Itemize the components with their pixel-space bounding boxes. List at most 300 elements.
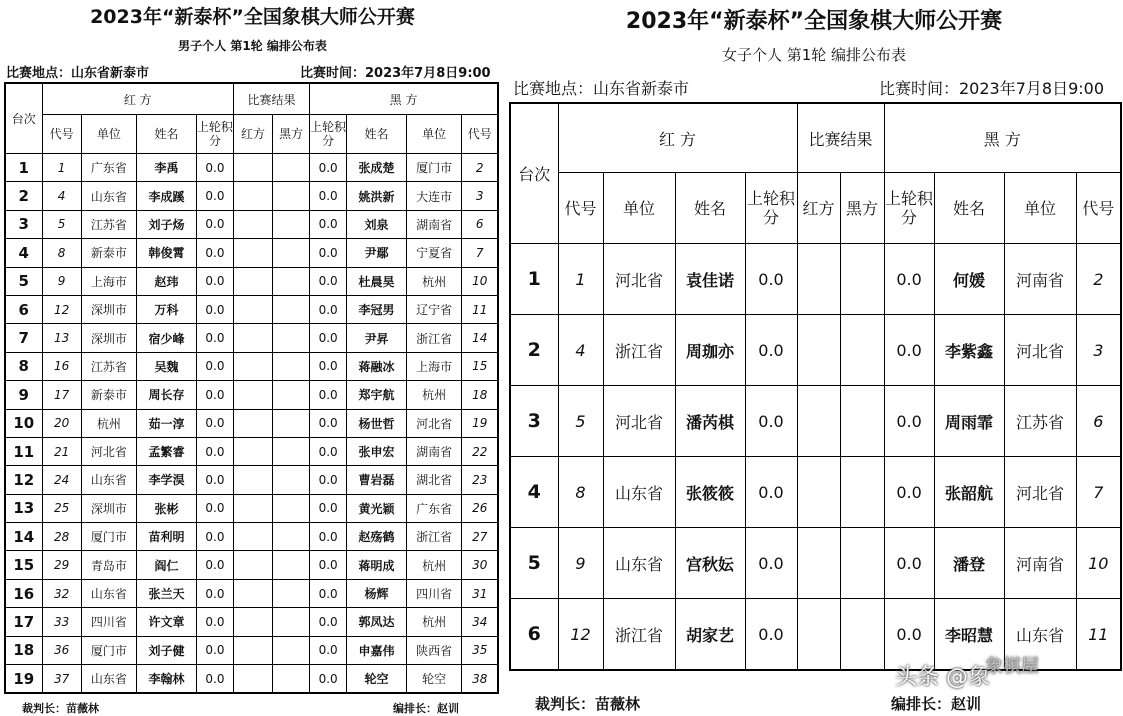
result-black-cell	[273, 182, 310, 210]
red-name-cell: 胡家艺	[675, 599, 745, 671]
header-black-name: 姓名	[347, 115, 407, 154]
black-name-cell: 郑宇航	[347, 381, 407, 409]
red-name-cell: 韩俊霄	[137, 239, 197, 267]
table-row	[5, 352, 498, 380]
red-code-cell: 28	[42, 523, 81, 551]
red-code-cell: 9	[558, 528, 603, 599]
table-row	[510, 315, 1121, 386]
red-unit-cell: 江苏省	[81, 352, 137, 380]
header-red-unit: 单位	[81, 115, 137, 154]
red-prev-score-cell: 0.0	[745, 457, 797, 528]
header-red-name: 姓名	[137, 115, 197, 154]
black-prev-score-cell: 0.0	[310, 324, 347, 352]
table-row	[510, 386, 1121, 457]
men-subtitle: 男子个人 第1轮 编排公布表	[178, 39, 327, 53]
black-prev-score-cell: 0.0	[310, 381, 347, 409]
men-table-body	[5, 154, 498, 694]
black-unit-cell: 河南省	[1004, 528, 1076, 599]
red-unit-cell: 杭州	[81, 409, 137, 437]
red-code-cell: 29	[42, 551, 81, 579]
red-prev-score-cell: 0.0	[196, 210, 233, 238]
result-black-cell	[273, 466, 310, 494]
women-subtitle: 女子个人 第1轮 编排公布表	[721, 46, 907, 64]
red-unit-cell: 新泰市	[81, 381, 137, 409]
header-red-name: 姓名	[675, 173, 745, 244]
red-unit-cell: 山东省	[603, 457, 675, 528]
result-red-cell	[233, 267, 272, 295]
red-code-cell: 5	[558, 386, 603, 457]
result-red-cell	[797, 599, 840, 671]
black-prev-score-cell: 0.0	[310, 409, 347, 437]
result-black-cell	[840, 599, 884, 671]
board-cell: 4	[5, 239, 42, 267]
table-row	[5, 523, 498, 551]
header-black-code: 代号	[1076, 173, 1121, 244]
board-cell: 10	[5, 409, 42, 437]
black-name-cell: 轮空	[347, 665, 407, 694]
red-prev-score-cell: 0.0	[196, 636, 233, 664]
black-name-cell: 刘泉	[347, 210, 407, 238]
board-cell: 5	[510, 528, 558, 599]
watermark-text: 头条 @象	[895, 665, 990, 690]
red-name-cell: 苗利明	[137, 523, 197, 551]
black-code-cell: 15	[462, 352, 498, 380]
header-red-prev: 上轮积分	[196, 115, 233, 154]
men-chief-arranger: 编排长：赵训	[393, 702, 459, 715]
red-prev-score-cell: 0.0	[196, 182, 233, 210]
black-unit-cell: 湖南省	[406, 437, 462, 465]
red-prev-score-cell: 0.0	[745, 386, 797, 457]
result-red-cell	[233, 494, 272, 522]
board-cell: 2	[510, 315, 558, 386]
red-code-cell: 4	[42, 182, 81, 210]
red-code-cell: 32	[42, 579, 81, 607]
black-code-cell: 18	[462, 381, 498, 409]
red-prev-score-cell: 0.0	[196, 295, 233, 323]
red-name-cell: 潘芮棋	[675, 386, 745, 457]
result-red-cell	[233, 295, 272, 323]
black-code-cell: 2	[462, 154, 498, 182]
red-unit-cell: 河北省	[603, 386, 675, 457]
header-board: 台次	[5, 83, 42, 154]
black-prev-score-cell: 0.0	[310, 267, 347, 295]
red-unit-cell: 山东省	[603, 528, 675, 599]
board-cell: 6	[5, 295, 42, 323]
red-code-cell: 33	[42, 608, 81, 636]
red-name-cell: 周珈亦	[675, 315, 745, 386]
red-name-cell: 袁佳诺	[675, 244, 745, 315]
black-name-cell: 赵殇鹤	[347, 523, 407, 551]
result-black-cell	[273, 239, 310, 267]
result-black-cell	[273, 579, 310, 607]
black-name-cell: 申嘉伟	[347, 636, 407, 664]
red-name-cell: 张兰天	[137, 579, 197, 607]
black-prev-score-cell: 0.0	[310, 523, 347, 551]
red-code-cell: 24	[42, 466, 81, 494]
table-row	[5, 636, 498, 664]
red-code-cell: 36	[42, 636, 81, 664]
board-cell: 19	[5, 665, 42, 694]
result-red-cell	[797, 457, 840, 528]
result-red-cell	[233, 437, 272, 465]
black-name-cell: 曹岩磊	[347, 466, 407, 494]
table-row	[5, 494, 498, 522]
red-name-cell: 张筱筱	[675, 457, 745, 528]
black-code-cell: 6	[462, 210, 498, 238]
black-prev-score-cell: 0.0	[884, 599, 934, 671]
result-red-cell	[797, 315, 840, 386]
black-name-cell: 尹鄢	[347, 239, 407, 267]
red-prev-score-cell: 0.0	[745, 599, 797, 671]
black-prev-score-cell: 0.0	[310, 154, 347, 182]
black-code-cell: 35	[462, 636, 498, 664]
black-code-cell: 11	[462, 295, 498, 323]
red-unit-cell: 四川省	[81, 608, 137, 636]
red-prev-score-cell: 0.0	[196, 608, 233, 636]
black-name-cell: 何媛	[934, 244, 1004, 315]
header-black: 黑 方	[310, 83, 498, 115]
header-black-name: 姓名	[934, 173, 1004, 244]
red-unit-cell: 山东省	[81, 579, 137, 607]
header-red: 红 方	[558, 103, 797, 173]
black-code-cell: 10	[462, 267, 498, 295]
board-cell: 11	[5, 437, 42, 465]
result-black-cell	[273, 381, 310, 409]
black-unit-cell: 河北省	[1004, 457, 1076, 528]
red-prev-score-cell: 0.0	[196, 466, 233, 494]
result-red-cell	[233, 608, 272, 636]
header-result-red: 红方	[797, 173, 840, 244]
black-unit-cell: 河南省	[1004, 244, 1076, 315]
black-name-cell: 张韶航	[934, 457, 1004, 528]
result-black-cell	[273, 295, 310, 323]
result-red-cell	[797, 386, 840, 457]
black-prev-score-cell: 0.0	[310, 551, 347, 579]
header-result-black: 黑方	[840, 173, 884, 244]
black-unit-cell: 江苏省	[1004, 386, 1076, 457]
board-cell: 8	[5, 352, 42, 380]
result-red-cell	[233, 466, 272, 494]
black-code-cell: 27	[462, 523, 498, 551]
red-name-cell: 李翰林	[137, 665, 197, 694]
result-black-cell	[273, 324, 310, 352]
black-unit-cell: 河北省	[1004, 315, 1076, 386]
women-table-body	[510, 244, 1121, 671]
black-name-cell: 杜晨昊	[347, 267, 407, 295]
black-unit-cell: 河北省	[406, 409, 462, 437]
red-code-cell: 25	[42, 494, 81, 522]
black-code-cell: 34	[462, 608, 498, 636]
board-cell: 12	[5, 466, 42, 494]
red-code-cell: 12	[558, 599, 603, 671]
red-prev-score-cell: 0.0	[196, 154, 233, 182]
black-prev-score-cell: 0.0	[310, 239, 347, 267]
black-prev-score-cell: 0.0	[310, 494, 347, 522]
header-black-code: 代号	[462, 115, 498, 154]
red-name-cell: 李禹	[137, 154, 197, 182]
board-cell: 9	[5, 381, 42, 409]
board-cell: 1	[510, 244, 558, 315]
red-name-cell: 李成蹊	[137, 182, 197, 210]
red-unit-cell: 浙江省	[603, 599, 675, 671]
black-unit-cell: 辽宁省	[406, 295, 462, 323]
header-black-unit: 单位	[406, 115, 462, 154]
black-name-cell: 郭凤达	[347, 608, 407, 636]
red-prev-score-cell: 0.0	[196, 324, 233, 352]
women-pairing-sheet	[505, 0, 1123, 713]
black-code-cell: 10	[1076, 528, 1121, 599]
red-code-cell: 17	[42, 381, 81, 409]
result-black-cell	[273, 551, 310, 579]
header-black-prev: 上轮积分	[310, 115, 347, 154]
black-name-cell: 周雨霏	[934, 386, 1004, 457]
black-unit-cell: 广东省	[406, 494, 462, 522]
table-row	[5, 210, 498, 238]
red-name-cell: 茹一淳	[137, 409, 197, 437]
result-black-cell	[840, 457, 884, 528]
result-black-cell	[273, 267, 310, 295]
red-prev-score-cell: 0.0	[196, 494, 233, 522]
board-cell: 3	[510, 386, 558, 457]
red-code-cell: 16	[42, 352, 81, 380]
header-red: 红 方	[42, 83, 233, 115]
table-row	[5, 154, 498, 182]
black-name-cell: 蒋融冰	[347, 352, 407, 380]
result-red-cell	[233, 182, 272, 210]
red-unit-cell: 河北省	[603, 244, 675, 315]
red-unit-cell: 河北省	[81, 437, 137, 465]
header-red-prev: 上轮积分	[745, 173, 797, 244]
board-cell: 13	[5, 494, 42, 522]
black-name-cell: 李紫鑫	[934, 315, 1004, 386]
table-row	[5, 466, 498, 494]
black-prev-score-cell: 0.0	[310, 437, 347, 465]
women-title: 2023年“新泰杯”全国象棋大师公开赛	[625, 9, 1003, 34]
black-code-cell: 30	[462, 551, 498, 579]
result-black-cell	[273, 352, 310, 380]
board-cell: 2	[5, 182, 42, 210]
black-code-cell: 7	[462, 239, 498, 267]
black-code-cell: 26	[462, 494, 498, 522]
red-unit-cell: 厦门市	[81, 523, 137, 551]
red-prev-score-cell: 0.0	[196, 523, 233, 551]
red-unit-cell: 山东省	[81, 665, 137, 694]
red-code-cell: 1	[42, 154, 81, 182]
red-unit-cell: 广东省	[81, 154, 137, 182]
red-unit-cell: 山东省	[81, 466, 137, 494]
black-unit-cell: 杭州	[406, 608, 462, 636]
black-code-cell: 11	[1076, 599, 1121, 671]
result-red-cell	[233, 636, 272, 664]
black-code-cell: 3	[462, 182, 498, 210]
red-code-cell: 1	[558, 244, 603, 315]
red-prev-score-cell: 0.0	[196, 437, 233, 465]
black-prev-score-cell: 0.0	[310, 295, 347, 323]
black-unit-cell: 陕西省	[406, 636, 462, 664]
table-row	[5, 579, 498, 607]
result-red-cell	[797, 244, 840, 315]
board-cell: 4	[510, 457, 558, 528]
table-row	[5, 409, 498, 437]
black-prev-score-cell: 0.0	[884, 386, 934, 457]
black-code-cell: 7	[1076, 457, 1121, 528]
black-name-cell: 张申宏	[347, 437, 407, 465]
red-unit-cell: 深圳市	[81, 324, 137, 352]
table-row	[5, 324, 498, 352]
red-name-cell: 许文章	[137, 608, 197, 636]
black-prev-score-cell: 0.0	[884, 244, 934, 315]
result-black-cell	[840, 315, 884, 386]
board-cell: 16	[5, 579, 42, 607]
board-cell: 6	[510, 599, 558, 671]
table-row	[5, 295, 498, 323]
red-prev-score-cell: 0.0	[196, 409, 233, 437]
women-pairing-table	[509, 102, 1122, 671]
result-red-cell	[233, 210, 272, 238]
result-black-cell	[840, 528, 884, 599]
black-unit-cell: 湖北省	[406, 466, 462, 494]
red-prev-score-cell: 0.0	[196, 665, 233, 694]
black-unit-cell: 大连市	[406, 182, 462, 210]
red-code-cell: 21	[42, 437, 81, 465]
black-name-cell: 杨世哲	[347, 409, 407, 437]
black-unit-cell: 山东省	[1004, 599, 1076, 671]
red-prev-score-cell: 0.0	[196, 239, 233, 267]
men-location: 比赛地点：山东省新泰市	[6, 66, 150, 81]
table-row	[5, 239, 498, 267]
board-cell: 15	[5, 551, 42, 579]
header-red-code: 代号	[42, 115, 81, 154]
black-prev-score-cell: 0.0	[310, 182, 347, 210]
red-unit-cell: 上海市	[81, 267, 137, 295]
result-red-cell	[233, 523, 272, 551]
red-code-cell: 13	[42, 324, 81, 352]
black-prev-score-cell: 0.0	[310, 636, 347, 664]
header-black-prev: 上轮积分	[884, 173, 934, 244]
header-black-unit: 单位	[1004, 173, 1076, 244]
red-name-cell: 周长存	[137, 381, 197, 409]
men-chief-referee: 裁判长：苗薇林	[22, 702, 99, 715]
black-unit-cell: 杭州	[406, 267, 462, 295]
red-prev-score-cell: 0.0	[196, 381, 233, 409]
table-row	[5, 551, 498, 579]
result-black-cell	[840, 386, 884, 457]
black-code-cell: 14	[462, 324, 498, 352]
black-name-cell: 李昭慧	[934, 599, 1004, 671]
board-cell: 5	[5, 267, 42, 295]
black-code-cell: 23	[462, 466, 498, 494]
red-code-cell: 8	[42, 239, 81, 267]
red-unit-cell: 浙江省	[603, 315, 675, 386]
header-result: 比赛结果	[233, 83, 309, 115]
red-code-cell: 5	[42, 210, 81, 238]
table-row	[510, 244, 1121, 315]
black-prev-score-cell: 0.0	[310, 466, 347, 494]
result-black-cell	[273, 437, 310, 465]
result-black-cell	[273, 665, 310, 694]
black-name-cell: 姚洪新	[347, 182, 407, 210]
women-chief-referee: 裁判长：苗薇林	[535, 695, 641, 713]
red-name-cell: 万科	[137, 295, 197, 323]
black-code-cell: 3	[1076, 315, 1121, 386]
red-name-cell: 宫秋妘	[675, 528, 745, 599]
black-unit-cell: 湖南省	[406, 210, 462, 238]
black-unit-cell: 轮空	[406, 665, 462, 694]
result-red-cell	[797, 528, 840, 599]
result-red-cell	[233, 352, 272, 380]
men-time: 比赛时间：2023年7月8日9:00	[300, 66, 491, 81]
red-prev-score-cell: 0.0	[745, 528, 797, 599]
red-name-cell: 吴魏	[137, 352, 197, 380]
men-pairing-sheet	[0, 0, 505, 715]
black-code-cell: 2	[1076, 244, 1121, 315]
result-black-cell	[273, 636, 310, 664]
board-cell: 17	[5, 608, 42, 636]
black-name-cell: 张成楚	[347, 154, 407, 182]
black-unit-cell: 杭州	[406, 381, 462, 409]
red-code-cell: 4	[558, 315, 603, 386]
red-name-cell: 刘子健	[137, 636, 197, 664]
black-name-cell: 黄光颖	[347, 494, 407, 522]
black-unit-cell: 厦门市	[406, 154, 462, 182]
red-name-cell: 宿少峰	[137, 324, 197, 352]
result-black-cell	[273, 494, 310, 522]
red-name-cell: 阎仁	[137, 551, 197, 579]
red-unit-cell: 江苏省	[81, 210, 137, 238]
table-row	[5, 437, 498, 465]
result-red-cell	[233, 239, 272, 267]
black-code-cell: 19	[462, 409, 498, 437]
result-black-cell	[273, 523, 310, 551]
header-black: 黑 方	[884, 103, 1121, 173]
board-cell: 1	[5, 154, 42, 182]
header-red-unit: 单位	[603, 173, 675, 244]
red-prev-score-cell: 0.0	[196, 352, 233, 380]
red-prev-score-cell: 0.0	[745, 315, 797, 386]
black-name-cell: 潘登	[934, 528, 1004, 599]
black-unit-cell: 宁夏省	[406, 239, 462, 267]
black-prev-score-cell: 0.0	[884, 315, 934, 386]
result-black-cell	[273, 210, 310, 238]
table-row	[510, 457, 1121, 528]
black-unit-cell: 四川省	[406, 579, 462, 607]
black-unit-cell: 上海市	[406, 352, 462, 380]
black-prev-score-cell: 0.0	[310, 608, 347, 636]
red-prev-score-cell: 0.0	[196, 579, 233, 607]
table-row	[5, 381, 498, 409]
header-result-black: 黑方	[273, 115, 310, 154]
result-red-cell	[233, 154, 272, 182]
header-red-code: 代号	[558, 173, 603, 244]
result-black-cell	[840, 244, 884, 315]
red-prev-score-cell: 0.0	[196, 551, 233, 579]
board-cell: 18	[5, 636, 42, 664]
board-cell: 3	[5, 210, 42, 238]
red-code-cell: 37	[42, 665, 81, 694]
black-prev-score-cell: 0.0	[310, 579, 347, 607]
result-red-cell	[233, 324, 272, 352]
header-board: 台次	[510, 103, 558, 244]
black-prev-score-cell: 0.0	[884, 457, 934, 528]
red-name-cell: 张彬	[137, 494, 197, 522]
red-code-cell: 9	[42, 267, 81, 295]
red-name-cell: 赵玮	[137, 267, 197, 295]
board-cell: 7	[5, 324, 42, 352]
red-name-cell: 孟繁睿	[137, 437, 197, 465]
red-code-cell: 12	[42, 295, 81, 323]
header-result: 比赛结果	[797, 103, 884, 173]
black-code-cell: 38	[462, 665, 498, 694]
